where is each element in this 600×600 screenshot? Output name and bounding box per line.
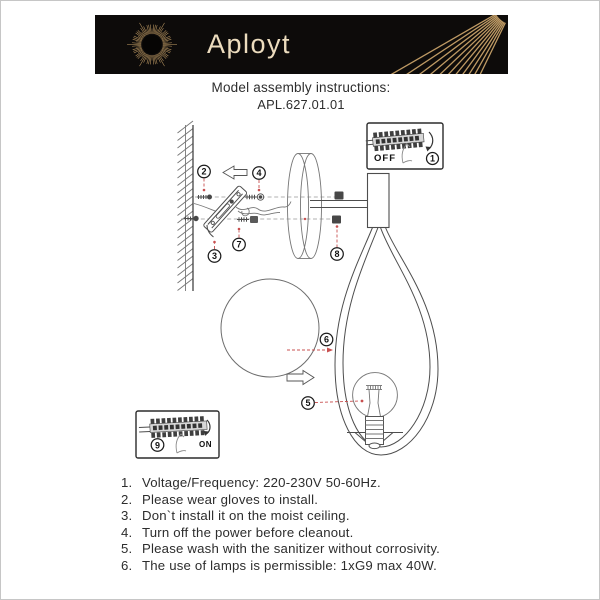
power-off-inset	[365, 123, 443, 169]
callout-1	[427, 153, 439, 165]
power-on-inset	[136, 411, 219, 458]
svg-text:3: 3	[211, 251, 218, 262]
svg-text:6: 6	[323, 334, 330, 345]
item-number: 3.	[121, 508, 133, 524]
callout-3	[208, 250, 221, 263]
mounting-rod	[310, 192, 368, 224]
instruction-item	[121, 525, 521, 542]
light-bulb	[353, 373, 398, 449]
item-number: 2.	[121, 491, 133, 507]
svg-text:9: 9	[154, 440, 161, 451]
svg-text:1: 1	[429, 153, 436, 164]
callout-9	[151, 439, 164, 452]
callout-6	[320, 333, 333, 346]
item-number: 5.	[121, 541, 133, 557]
callout-7	[233, 238, 246, 251]
mounting-bracket	[203, 185, 248, 237]
instruction-item	[121, 492, 521, 509]
canopy-disc	[288, 154, 322, 259]
item-text: Voltage/Frequency: 220-230V 50-60Hz.	[142, 475, 381, 490]
instruction-list	[121, 475, 521, 575]
svg-text:2: 2	[201, 166, 207, 177]
item-text: Please wash with the sanitizer without corrosivity.	[142, 541, 440, 557]
assembly-title: Model assembly instructions:	[211, 80, 391, 95]
set-screw-top	[335, 192, 344, 200]
wall-mount-plate	[368, 174, 390, 228]
on-label: ON	[199, 440, 212, 449]
instruction-item	[121, 558, 521, 575]
brand-name: Aployt	[207, 29, 292, 59]
lamp-frame-loop	[335, 228, 438, 456]
glass-sphere-shade	[221, 279, 319, 377]
svg-text:7: 7	[236, 239, 242, 250]
arrow-left-icon	[223, 166, 247, 179]
svg-text:4: 4	[256, 168, 262, 179]
item-text: Please wear gloves to install.	[142, 491, 319, 507]
callout-2	[198, 165, 211, 178]
set-screw-bottom	[332, 216, 341, 224]
wires	[194, 202, 291, 216]
callout-5	[302, 397, 315, 410]
item-number: 1.	[121, 475, 133, 490]
item-text: The use of lamps is permissible: 1xG9 max 40W.	[142, 557, 438, 573]
svg-text:5: 5	[305, 398, 311, 409]
item-number: 6.	[121, 557, 133, 573]
item-number: 4.	[121, 524, 133, 540]
off-label: OFF	[374, 153, 396, 164]
callout-4	[253, 167, 266, 180]
wall	[178, 121, 194, 291]
item-text: Turn off the power before cleanout.	[142, 524, 354, 540]
callout-8	[331, 248, 344, 261]
svg-text:8: 8	[334, 249, 340, 260]
instruction-item	[121, 475, 521, 492]
instruction-item	[121, 508, 521, 525]
instruction-item	[121, 541, 521, 558]
model-number: APL.627.01.01	[257, 97, 345, 112]
item-text: Don`t install it on the moist ceiling.	[142, 508, 350, 524]
